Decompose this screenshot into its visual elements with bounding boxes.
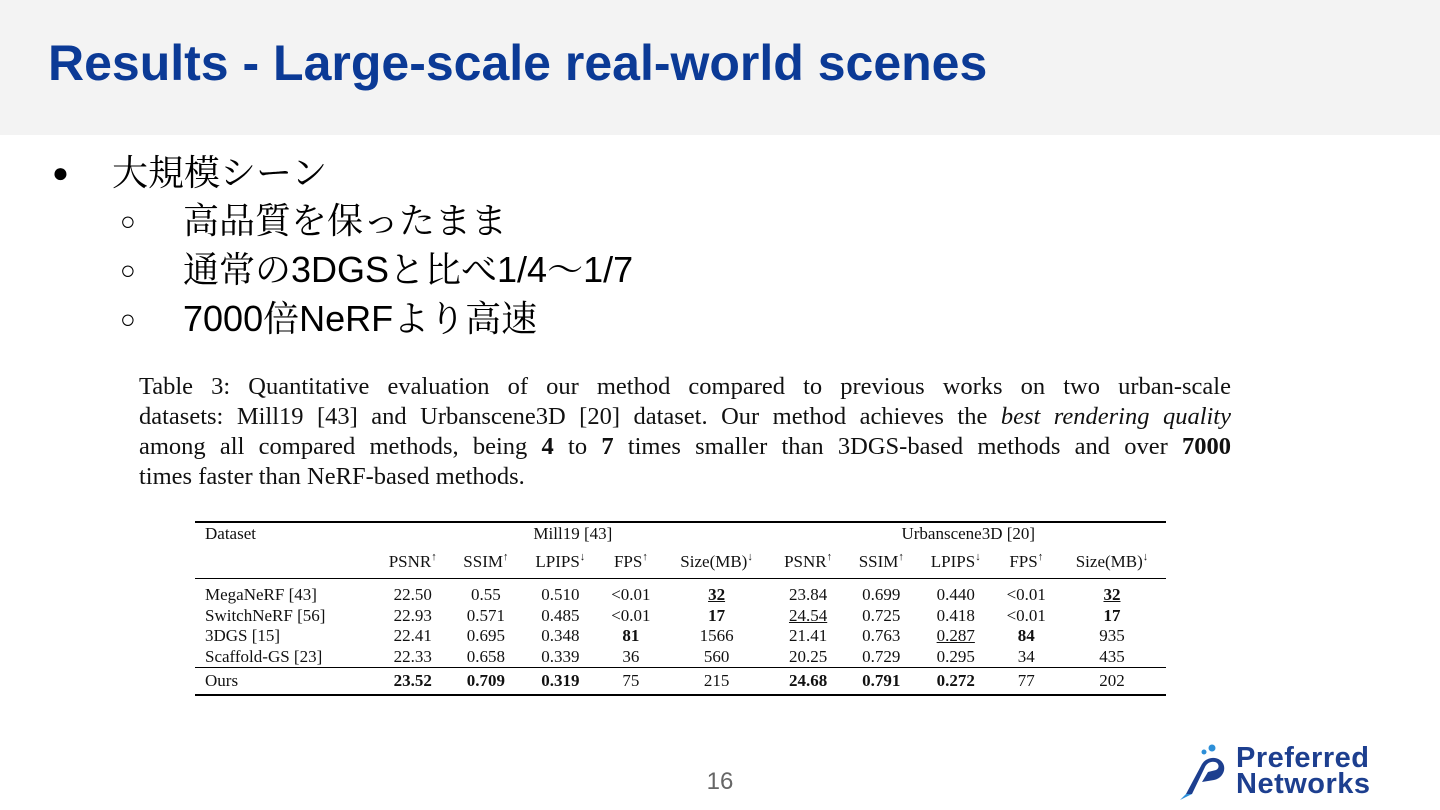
value-cell: 0.55 <box>450 579 521 606</box>
caption-bold: 7 <box>601 433 614 460</box>
value-cell: 0.440 <box>917 579 995 606</box>
caption-bold: 7000 <box>1182 433 1231 460</box>
value-cell: 0.658 <box>466 646 506 666</box>
metric-name: LPIPS <box>930 552 976 571</box>
value-cell: 0.418 <box>936 605 975 625</box>
value-cell: 32 <box>1058 579 1166 606</box>
caption-line: Table 3: Quantitative evaluation of our method compared to previous works on two urban-scale <box>139 373 1231 400</box>
metric-arrow-icon: ↓ <box>1142 551 1149 563</box>
table-row <box>195 647 1166 668</box>
metric-name: LPIPS <box>535 552 580 571</box>
bullet-circle-icon: ○ <box>120 255 136 285</box>
slide-header <box>0 0 1440 135</box>
metric-header <box>522 545 600 579</box>
value-cell: 36 <box>622 646 640 666</box>
metric-header <box>599 545 662 579</box>
caption-bold: 4 <box>541 433 554 460</box>
value-cell: 0.729 <box>862 646 901 666</box>
value-cell: 0.272 <box>917 668 995 696</box>
table-row <box>195 626 1166 647</box>
value-cell: 22.50 <box>375 579 450 606</box>
metric-arrow-icon: ↑ <box>1037 551 1044 563</box>
metric-arrow-icon: ↑ <box>502 551 509 563</box>
caption-text: times smaller than 3DGS-based methods and over <box>613 433 1182 460</box>
page-number: 16 <box>706 768 734 795</box>
value-cell: 84 <box>1017 626 1035 645</box>
slide-title: Results - Large-scale real-world scenes <box>48 35 988 91</box>
group-header-mill19: Mill19 [43] <box>375 522 770 545</box>
metric-arrow-icon: ↓ <box>975 551 981 563</box>
method-cell: Ours <box>195 668 375 696</box>
preferred-networks-logo <box>1172 742 1422 802</box>
logo-word-networks: Networks <box>1236 768 1371 800</box>
value-cell: 202 <box>1058 668 1166 696</box>
metric-arrow-icon: ↓ <box>747 551 753 563</box>
table-metric-header <box>195 545 1166 579</box>
table-row <box>195 606 1166 627</box>
logo-mark-icon <box>1172 742 1234 802</box>
sub-bullet-text: 高品質を保ったまま <box>183 200 508 241</box>
value-cell: 0.699 <box>846 579 917 606</box>
metric-name: SSIM <box>858 552 899 571</box>
value-cell: 22.93 <box>393 605 432 625</box>
value-cell: 17 <box>708 605 726 625</box>
value-cell: 0.725 <box>862 605 901 625</box>
value-cell: 0.695 <box>466 626 506 645</box>
metric-header <box>995 545 1058 579</box>
value-cell: 0.295 <box>936 646 975 666</box>
metric-header <box>1058 545 1166 579</box>
caption-line <box>139 432 1231 462</box>
metric-arrow-icon: ↓ <box>579 551 586 563</box>
metric-name: FPS <box>1009 552 1038 571</box>
logo-word-preferred: Preferred <box>1236 742 1370 774</box>
value-cell: 34 <box>1017 646 1035 666</box>
metric-arrow-icon: ↑ <box>898 551 904 563</box>
value-cell: 0.485 <box>541 605 580 625</box>
blank-cell <box>195 545 375 579</box>
value-cell: <0.01 <box>599 579 662 606</box>
value-cell: <0.01 <box>1006 605 1046 625</box>
value-cell: 0.709 <box>450 668 521 696</box>
value-cell: 22.41 <box>393 626 432 645</box>
value-cell: 81 <box>622 626 640 645</box>
metric-header <box>375 545 450 579</box>
value-cell: 0.510 <box>522 579 600 606</box>
value-cell: 435 <box>1099 646 1125 666</box>
metric-header <box>917 545 995 579</box>
group-header-urbanscene3d: Urbanscene3D [20] <box>771 522 1166 545</box>
table-row <box>195 579 1166 606</box>
value-cell: 22.33 <box>393 646 432 666</box>
caption-line <box>139 402 1231 432</box>
value-cell: 0.791 <box>846 668 917 696</box>
value-cell: 560 <box>703 646 730 666</box>
metric-name: SSIM <box>463 552 503 571</box>
results-table <box>195 521 1166 696</box>
value-cell: 23.52 <box>375 668 450 696</box>
bullet-circle-icon: ○ <box>120 304 136 334</box>
value-cell: 0.339 <box>541 646 580 666</box>
value-cell: 32 <box>663 579 771 606</box>
table-row <box>195 668 1166 696</box>
value-cell: 17 <box>1103 605 1121 625</box>
value-cell: 0.763 <box>862 626 901 645</box>
value-cell: <0.01 <box>995 579 1058 606</box>
dataset-header: Dataset <box>195 522 375 545</box>
method-cell: 3DGS [15] <box>205 626 281 645</box>
metric-header <box>450 545 521 579</box>
metric-name: PSNR <box>784 552 827 571</box>
metric-name: Size(MB) <box>1075 552 1143 571</box>
value-cell: 77 <box>995 668 1058 696</box>
sub-bullet-text: 7000倍NeRFより高速 <box>183 298 538 339</box>
bullet-dot-icon: ● <box>52 157 69 188</box>
metric-arrow-icon: ↑ <box>431 551 437 563</box>
metric-arrow-icon: ↑ <box>642 551 648 563</box>
bullet-text: 大規模シーン <box>112 152 328 193</box>
sub-bullet-text: 通常の3DGSと比べ1/4〜1/7 <box>183 249 634 290</box>
value-cell: 0.319 <box>522 668 600 696</box>
value-cell: <0.01 <box>611 605 651 625</box>
value-cell: 20.25 <box>788 646 828 666</box>
bullet-circle-icon: ○ <box>120 206 136 236</box>
value-cell: 0.571 <box>466 605 506 625</box>
value-cell: 21.41 <box>788 626 828 645</box>
caption-text: among all compared methods, being <box>139 433 542 460</box>
caption-text: to <box>553 433 602 460</box>
value-cell: 215 <box>663 668 771 696</box>
value-cell: 935 <box>1099 626 1125 645</box>
metric-arrow-icon: ↑ <box>826 551 833 563</box>
caption-emphasis: best rendering quality <box>1000 403 1231 430</box>
metric-header <box>663 545 771 579</box>
metric-header <box>846 545 917 579</box>
value-cell: 1566 <box>699 626 734 645</box>
value-cell: 24.54 <box>788 605 828 625</box>
metric-name: FPS <box>613 552 643 571</box>
table-caption <box>139 372 1231 492</box>
metric-name: Size(MB) <box>680 552 748 571</box>
value-cell: 24.68 <box>771 668 846 696</box>
value-cell: 23.84 <box>771 579 846 606</box>
metric-header <box>771 545 846 579</box>
value-cell: 0.287 <box>936 626 975 645</box>
value-cell: 75 <box>599 668 662 696</box>
caption-text: datasets: Mill19 [43] and Urbanscene3D [20] dataset. Our method achieves the <box>139 403 1001 430</box>
method-cell: MegaNeRF [43] <box>195 579 375 606</box>
metric-name: PSNR <box>388 552 432 571</box>
caption-line: times faster than NeRF-based methods. <box>139 463 525 490</box>
method-cell: Scaffold-GS [23] <box>205 646 323 666</box>
value-cell: 0.348 <box>541 626 580 645</box>
method-cell: SwitchNeRF [56] <box>205 605 326 625</box>
table-group-header <box>195 522 1166 545</box>
